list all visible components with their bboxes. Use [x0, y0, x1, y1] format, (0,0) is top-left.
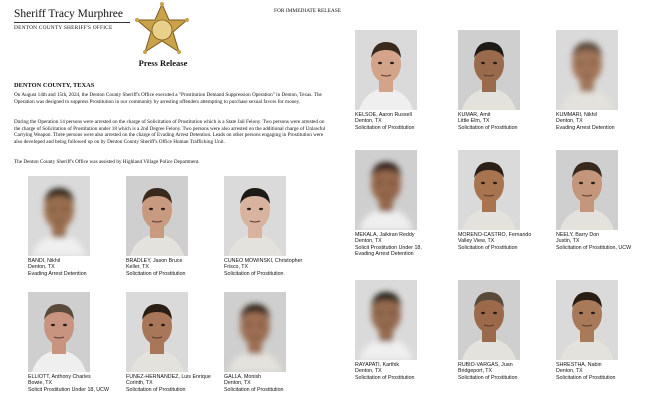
- arrestee-charge: Solicit Prostitution Under 18, UCW: [28, 386, 109, 393]
- arrestee-name: BANDI, Nikhil: [28, 258, 61, 264]
- mugshot-photo: [556, 30, 618, 110]
- mugshot-photo: [458, 150, 520, 230]
- arrestee-city: Corinth, TX: [126, 380, 153, 387]
- arrestee-city: Denton, TX: [355, 118, 382, 125]
- mugshot-photo: [556, 150, 618, 230]
- arrestee-name: RAYAPATI, Karthik: [355, 362, 400, 368]
- arrestee-card: [556, 30, 636, 131]
- arrestee-city: Denton, TX: [28, 264, 55, 271]
- arrestee-caption: [355, 232, 435, 258]
- paragraph-operation: On August 14th and 15th, 2024, the Denton County Sheriff's Office executed a "Prostitution Demand Suppression Operation" in Denton, Texas. The Operation was designed to suppress Prostitution in our community by arresting offenders attempting to purchase sexual favors for money.: [14, 92, 322, 105]
- arrestee-city: Justin, TX: [556, 238, 580, 245]
- arrestee-charge: Solicitation of Prostitution: [458, 244, 518, 251]
- mugshot-photo: [224, 176, 286, 256]
- mugshot-photo: [458, 30, 520, 110]
- mugshot-photo: [355, 30, 417, 110]
- arrestee-card: [224, 292, 304, 393]
- dateline-city: DENTON COUNTY, TEXAS: [14, 82, 95, 89]
- arrestee-card: [355, 150, 435, 258]
- arrestee-city: Keller, TX: [126, 264, 149, 271]
- arrestee-name: KUMMARI, Nikhil: [556, 112, 597, 118]
- arrestee-name: KELSOE, Aaron Russell: [355, 112, 412, 118]
- arrestee-charge: Solicitation of Prostitution: [355, 124, 415, 131]
- office-name: DENTON COUNTY SHERIFF'S OFFICE: [14, 22, 130, 31]
- arrestee-charge: Solicitation of Prostitution: [224, 386, 284, 393]
- mugshot-photo: [126, 292, 188, 372]
- arrestee-charge: Evading Arrest Detention: [28, 270, 87, 277]
- arrestee-card: [458, 30, 538, 131]
- arrestee-city: Denton, TX: [355, 368, 382, 375]
- arrestee-name: SHRESTHA, Nabin: [556, 362, 602, 368]
- arrestee-caption: [556, 232, 636, 251]
- arrestee-city: Bowie, TX: [28, 380, 53, 387]
- mugshot-photo: [126, 176, 188, 256]
- arrestee-name: GALLA, Monish: [224, 374, 262, 380]
- press-release-title: Press Release: [138, 58, 188, 68]
- arrestee-card: [28, 292, 108, 393]
- sheriff-name: Sheriff Tracy Murphree: [14, 8, 124, 20]
- mugshot-photo: [355, 150, 417, 230]
- arrestee-caption: [458, 362, 538, 381]
- paragraph-assistance: The Denton County Sheriff's Office was assisted by Highland Village Police Department.: [14, 159, 200, 165]
- arrestee-caption: [28, 258, 108, 277]
- arrestee-caption: [556, 362, 636, 381]
- arrestee-charge: Solicitation of Prostitution: [126, 386, 186, 393]
- arrestee-city: Denton, TX: [556, 118, 583, 125]
- mugshot-photo: [355, 280, 417, 360]
- immediate-release-label: FOR IMMEDIATE RELEASE: [274, 8, 342, 14]
- arrestee-name: CUNEO MOWINSKI, Christopher: [224, 258, 303, 264]
- mugshot-panel: [340, 0, 650, 400]
- arrestee-city: Valley View, TX: [458, 238, 495, 245]
- mugshot-photo: [458, 280, 520, 360]
- arrestee-card: [28, 176, 108, 277]
- arrestee-charge-extra: Evading Arrest Detention: [355, 251, 414, 258]
- arrestee-charge: Solicitation of Prostitution: [556, 374, 616, 381]
- arrestee-name: FUNEZ-HERNANDEZ, Luis Enrique: [126, 374, 211, 380]
- mugshot-photo: [28, 292, 90, 372]
- arrestee-card: [556, 280, 636, 381]
- arrestee-caption: [126, 374, 211, 393]
- arrestee-card: [458, 150, 538, 251]
- arrestee-city: Denton, TX: [224, 380, 251, 387]
- arrestee-caption: [556, 112, 636, 131]
- arrestee-caption: [355, 112, 435, 131]
- arrestee-card: [355, 280, 435, 381]
- mugshot-photo: [224, 292, 286, 372]
- arrestee-card: [126, 292, 211, 393]
- arrestee-charge: Solicit Prostitution Under 18,: [355, 244, 422, 251]
- arrestee-charge: Solicitation of Prostitution: [355, 374, 415, 381]
- arrestee-caption: [458, 232, 538, 251]
- arrestee-caption: [224, 258, 304, 277]
- arrestee-name: BRADLEY, Jason Bruce: [126, 258, 183, 264]
- arrestee-charge: Solicitation of Prostitution, UCW: [556, 244, 632, 251]
- mugshot-photo: [28, 176, 90, 256]
- arrestee-charge: Solicitation of Prostitution: [224, 270, 284, 277]
- arrestee-city: Denton, TX: [355, 238, 382, 245]
- arrestee-card: [355, 30, 435, 131]
- mugshot-photo: [556, 280, 618, 360]
- arrestee-name: NEELY, Barry Don: [556, 232, 600, 238]
- arrestee-charge: Solicitation of Prostitution: [458, 124, 518, 131]
- arrestee-city: Bridgeport, TX: [458, 368, 493, 375]
- arrestee-card: [556, 150, 636, 251]
- paragraph-arrests: During the Operation 14 persons were arrested on the charge of Solicitation of Prostitution which is a State Jail Felony. Two persons were arrested on the charge of Solicitation of Prostitution under 18 which is a 2nd Degree Felony. Two persons were also arrested on the additional charge of Unlawful Carrying Weapon. Three persons were also arrested on the charge of Evading Arrest Detention. Leads on other persons engaging in Prostitution were also developed and being followed up on by Denton County Sheriff's Office Human Trafficking Unit.: [14, 119, 326, 145]
- arrestee-card: [126, 176, 206, 277]
- arrestee-city: Frisco, TX: [224, 264, 249, 271]
- arrestee-charge: Solicitation of Prostitution: [126, 270, 186, 277]
- arrestee-city: Denton, TX: [556, 368, 583, 375]
- arrestee-name: MORENO-CASTRO, Fernando: [458, 232, 532, 238]
- arrestee-city: Little Elm, TX: [458, 118, 490, 125]
- arrestee-name: ELLIOTT, Anthony Charles: [28, 374, 91, 380]
- arrestee-charge: Evading Arrest Detention: [556, 124, 615, 131]
- arrestee-caption: [458, 112, 538, 131]
- arrestee-card: [458, 280, 538, 381]
- arrestee-caption: [126, 258, 206, 277]
- arrestee-name: RUBIO-VARGAS, Juan: [458, 362, 513, 368]
- sheriff-star-badge-icon: [132, 2, 192, 60]
- arrestee-caption: [355, 362, 435, 381]
- arrestee-name: KUMAR, Amit: [458, 112, 491, 118]
- arrestee-caption: [224, 374, 304, 393]
- arrestee-card: [224, 176, 304, 277]
- arrestee-charge: Solicitation of Prostitution: [458, 374, 518, 381]
- arrestee-name: MEKALA, Jaikiran Reddy: [355, 232, 415, 238]
- arrestee-caption: [28, 374, 108, 393]
